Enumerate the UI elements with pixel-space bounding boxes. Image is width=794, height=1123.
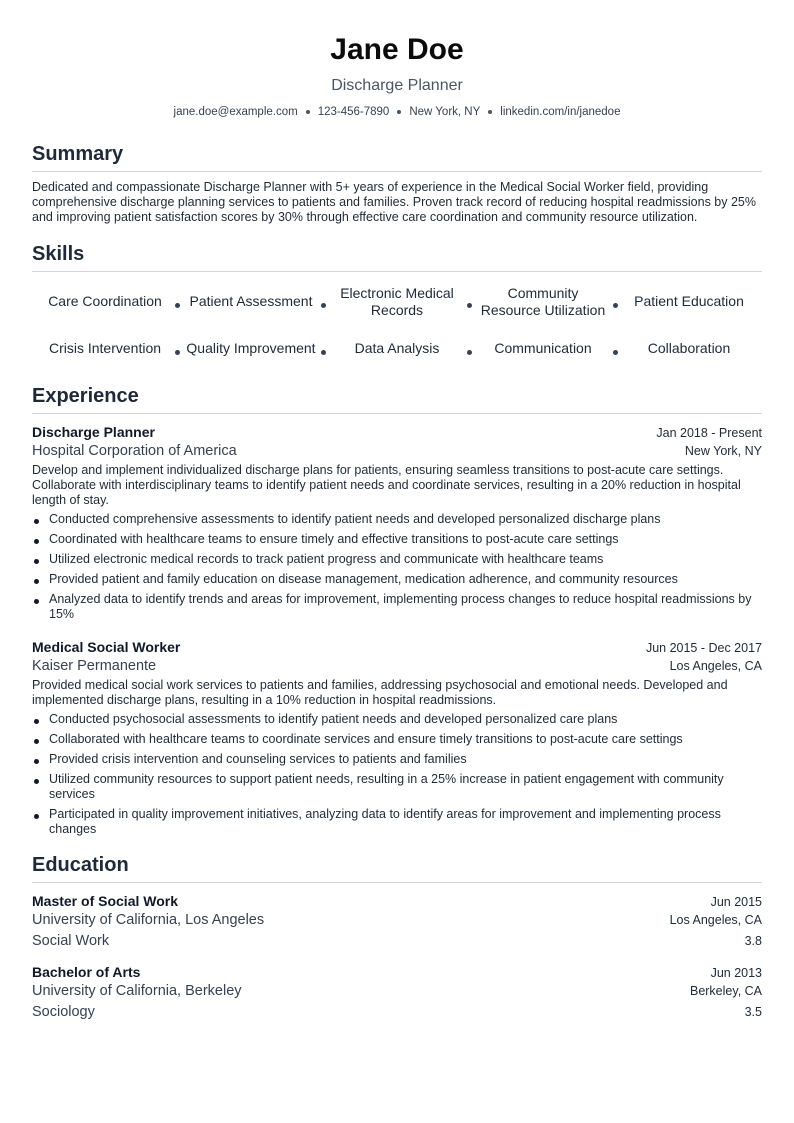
graduation-date: Jun 2015: [710, 895, 762, 909]
contact-email[interactable]: jane.doe@example.com: [173, 106, 298, 118]
skill-item: Crisis Intervention: [32, 328, 178, 369]
contact-phone[interactable]: 123-456-7890: [317, 106, 390, 118]
separator-dot-icon: [397, 110, 401, 114]
job-title: Medical Social Worker: [32, 639, 181, 655]
section-heading-skills: Skills: [32, 242, 762, 272]
list-item: Conducted comprehensive assessments to identify patient needs and developed personalized discharge plans: [32, 512, 762, 527]
separator-dot-icon: [306, 110, 310, 114]
company-name: Kaiser Permanente: [32, 658, 157, 674]
job-description: Develop and implement individualized discharge plans for patients, ensuring seamless transitions to post-acute care settings. Collaborate with interdisciplinary teams to identify patient needs and coordinate services, resulting in a 20% reduction in hospital length of stay.: [32, 463, 741, 507]
experience-entry: [32, 638, 762, 837]
skill-item: Community Resource Utilization: [470, 281, 616, 322]
skills-grid: [32, 281, 762, 369]
skill-item: Care Coordination: [32, 281, 178, 322]
education-entry: [32, 963, 762, 1023]
skill-item: Patient Education: [634, 293, 744, 309]
summary-section: [32, 142, 762, 225]
list-item: Analyzed data to identify trends and areas for improvement, implementing process changes to reduce hospital readmissions by 15%: [32, 592, 762, 622]
resume-header: [32, 0, 762, 119]
school-location: Berkeley, CA: [689, 984, 762, 998]
job-dates: Jun 2015 - Dec 2017: [645, 641, 762, 655]
contact-line: [32, 105, 762, 119]
section-heading-summary: Summary: [32, 142, 762, 172]
degree-name: Master of Social Work: [32, 893, 179, 909]
job-dates: Jan 2018 - Present: [656, 426, 762, 440]
separator-dot-icon: [488, 110, 492, 114]
job-location: New York, NY: [684, 444, 762, 458]
summary-text: Dedicated and compassionate Discharge Planner with 5+ years of experience in the Medical Social Worker field, providing comprehensive discharge planning services to patients and families. Proven track record of reducing hospital readmissions by 25% and improving patient satisfaction scores by 30% through effective care coordination and community resource utilization.: [32, 180, 756, 224]
list-item: Utilized electronic medical records to track patient progress and communicate with healthcare teams: [32, 552, 762, 567]
field-of-study: Social Work: [32, 933, 110, 949]
skill-item: Communication: [470, 328, 616, 369]
gpa: 3.5: [744, 1005, 762, 1019]
school-name: University of California, Berkeley: [32, 983, 242, 999]
list-item: Provided crisis intervention and counseling services to patients and families: [32, 752, 762, 767]
skill-item: Electronic Medical Records: [324, 281, 470, 322]
graduation-date: Jun 2013: [710, 966, 762, 980]
job-bullets: [32, 512, 762, 622]
section-heading-experience: Experience: [32, 384, 762, 414]
job-bullets: [32, 712, 762, 837]
school-location: Los Angeles, CA: [669, 913, 762, 927]
education-entry: [32, 892, 762, 952]
education-section: [32, 853, 762, 1023]
skill-item: Patient Assessment: [178, 281, 324, 322]
job-title-subtitle: Discharge Planner: [331, 77, 463, 94]
job-description: Provided medical social work services to patients and families, addressing psychosocial and emotional needs. Developed and implemented discharge plans, resulting in a 10% reduction in hospital readmissions.: [32, 678, 728, 707]
experience-section: [32, 384, 762, 837]
job-title: Discharge Planner: [32, 424, 155, 440]
school-name: University of California, Los Angeles: [32, 912, 265, 928]
list-item: Participated in quality improvement initiatives, analyzing data to identify areas for improvement and implementing process changes: [32, 807, 762, 837]
list-item: Coordinated with healthcare teams to ensure timely and effective transitions to post-acute care settings: [32, 532, 762, 547]
skills-section: [32, 242, 762, 369]
list-item: Utilized community resources to support patient needs, resulting in a 25% increase in patient engagement with community services: [32, 772, 762, 802]
list-item: Collaborated with healthcare teams to coordinate services and ensure timely transitions to post-acute care settings: [32, 732, 762, 747]
skill-item: Collaboration: [647, 340, 731, 356]
skill-item: Data Analysis: [324, 328, 470, 369]
section-heading-education: Education: [32, 853, 762, 883]
field-of-study: Sociology: [32, 1004, 95, 1020]
skill-item: Quality Improvement: [178, 328, 324, 369]
list-item: Provided patient and family education on disease management, medication adherence, and community resources: [32, 572, 762, 587]
experience-entry: [32, 423, 762, 622]
contact-linkedin[interactable]: linkedin.com/in/janedoe: [500, 106, 621, 118]
gpa: 3.8: [744, 934, 762, 948]
candidate-name: Jane Doe: [330, 33, 464, 66]
contact-location: New York, NY: [409, 106, 481, 118]
job-location: Los Angeles, CA: [669, 659, 762, 673]
company-name: Hospital Corporation of America: [32, 443, 237, 459]
list-item: Conducted psychosocial assessments to identify patient needs and developed personalized care plans: [32, 712, 762, 727]
degree-name: Bachelor of Arts: [32, 964, 141, 980]
